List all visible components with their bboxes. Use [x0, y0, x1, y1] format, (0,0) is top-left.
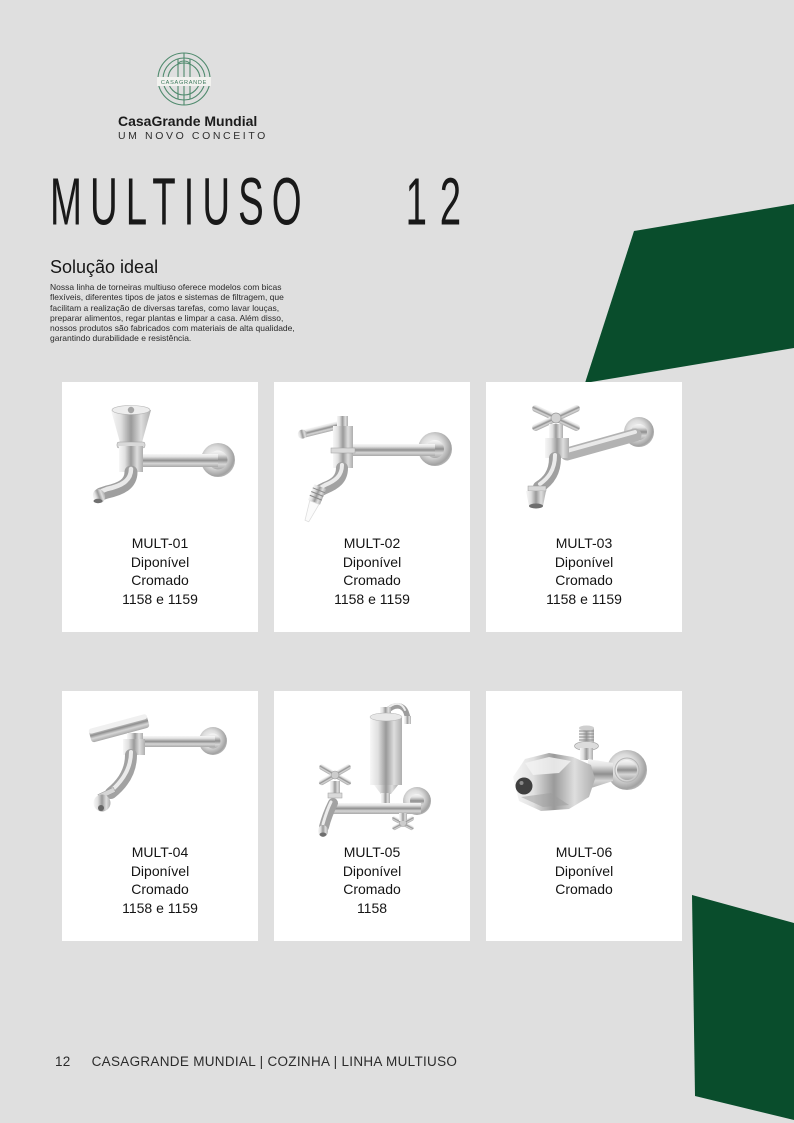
product-text	[274, 843, 470, 917]
footer-page-number: 12	[55, 1054, 71, 1069]
product-text	[62, 843, 258, 917]
product-grid	[62, 382, 682, 941]
product-availability: Diponível	[130, 553, 190, 570]
product-photo-angle-valve-hex-knob	[499, 701, 669, 841]
page-title-text: MULTIUSO	[50, 165, 310, 240]
product-availability: Diponível	[130, 862, 190, 879]
intro-paragraph: Nossa linha de torneiras multiuso oferece modelos com bicas flexíveis, diferentes tipos de jatos e sistemas de filtragem, que facilitam a realização de diversas tarefas, como lavar louças, preparar alimentos, regar plantas e limpar a casa. Além disso, nossos produtos são fabricados com materiais de alta qualidade, garantindo durabilidade e resistência.	[50, 282, 295, 344]
brand-block	[118, 50, 268, 142]
product-finish: Cromado	[555, 881, 613, 897]
product-card	[486, 382, 682, 632]
casagrande-logo-icon	[155, 50, 213, 108]
product-finish: Cromado	[131, 881, 189, 897]
product-finish: Cromado	[555, 572, 613, 588]
product-photo-wall-tap-lever-hose	[287, 392, 457, 532]
product-card	[486, 691, 682, 941]
product-card	[274, 691, 470, 941]
product-photo-wall-tap-filter-canister	[287, 701, 457, 841]
product-ref-codes: 1158 e 1159	[122, 899, 198, 916]
product-card	[62, 691, 258, 941]
product-ref-codes: 1158 e 1159	[546, 590, 622, 607]
page-footer	[55, 1054, 457, 1069]
product-finish: Cromado	[343, 572, 401, 588]
product-card	[62, 382, 258, 632]
product-photo-wall-tap-paddle-lever	[75, 701, 245, 841]
product-availability: Diponível	[342, 553, 402, 570]
product-availability: Diponível	[554, 553, 614, 570]
product-ref-codes: 1158	[356, 899, 388, 916]
product-availability: Diponível	[342, 862, 402, 879]
product-text	[62, 534, 258, 608]
brand-name: CasaGrande Mundial	[118, 113, 258, 129]
brand-tagline: UM NOVO CONCEITO	[118, 130, 268, 142]
product-text	[486, 843, 682, 899]
page-title	[50, 165, 474, 240]
product-card	[274, 382, 470, 632]
product-code: MULT-05	[343, 844, 401, 860]
product-finish: Cromado	[131, 572, 189, 588]
product-photo-wall-tap-cone-knob	[75, 392, 245, 532]
product-photo-wall-tap-cross-handle	[499, 392, 669, 532]
product-code: MULT-03	[555, 535, 613, 551]
product-code: MULT-02	[343, 535, 401, 551]
product-finish: Cromado	[343, 881, 401, 897]
product-ref-codes: 1158 e 1159	[122, 590, 198, 607]
page-title-number: 12	[405, 165, 474, 240]
product-availability: Diponível	[554, 862, 614, 879]
green-shape-bottom-right	[692, 895, 794, 1120]
intro-heading: Solução ideal	[50, 257, 159, 277]
product-code: MULT-06	[555, 844, 613, 860]
product-text	[274, 534, 470, 608]
footer-breadcrumb: CASAGRANDE MUNDIAL | COZINHA | LINHA MULTIUSO	[91, 1054, 458, 1069]
green-shape-top-right	[585, 204, 794, 383]
product-code: MULT-01	[131, 535, 189, 551]
product-ref-codes: 1158 e 1159	[334, 590, 410, 607]
product-code: MULT-04	[131, 844, 189, 860]
logo-text: CASAGRANDE	[160, 80, 208, 86]
product-text	[486, 534, 682, 608]
